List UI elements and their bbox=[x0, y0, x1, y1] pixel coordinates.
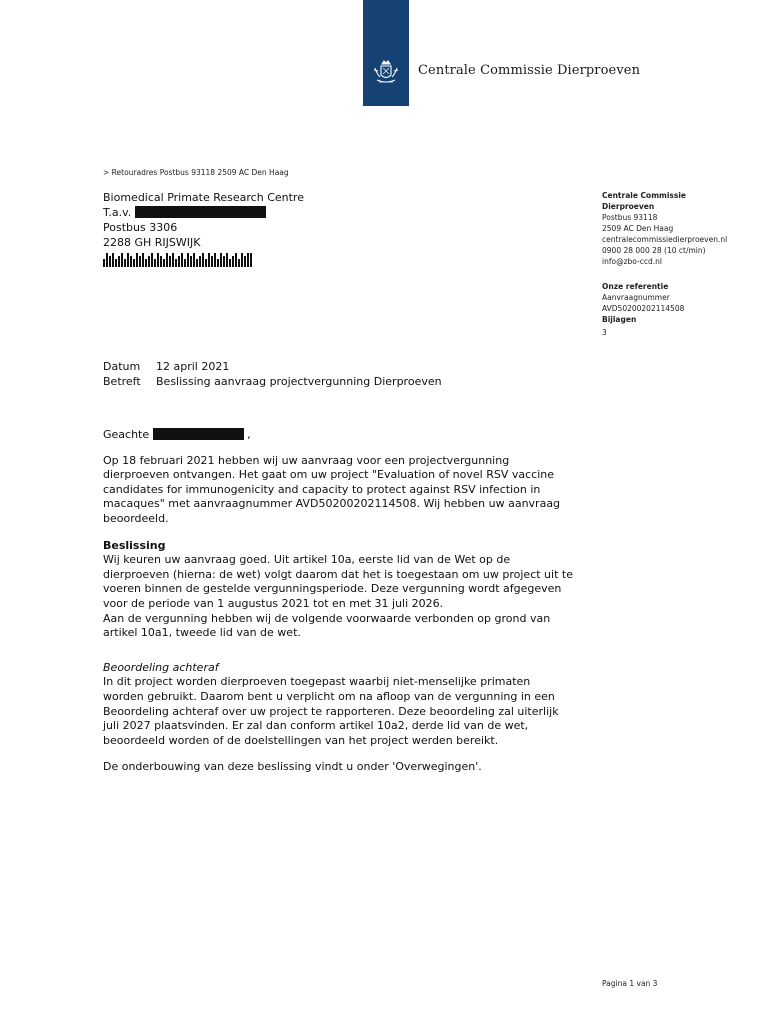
date-value: 12 april 2021 bbox=[156, 360, 230, 373]
return-address: > Retouradres Postbus 93118 2509 AC Den Haag bbox=[103, 168, 289, 177]
sidebar-phone: 0900 28 000 28 (10 ct/min) bbox=[602, 246, 706, 255]
recipient-line-1: Biomedical Primate Research Centre bbox=[103, 191, 304, 204]
reference-value: AVD50200202114508 bbox=[602, 304, 685, 313]
reference-label: Aanvraagnummer bbox=[602, 293, 670, 302]
page-number: Pagina 1 van 3 bbox=[602, 979, 658, 988]
recipient-line-4: 2288 GH RIJSWIJK bbox=[103, 236, 201, 249]
salutation bbox=[103, 428, 573, 443]
recipient-line-3: Postbus 3306 bbox=[103, 221, 178, 234]
date-row bbox=[103, 359, 442, 374]
intro-paragraph: Op 18 februari 2021 hebben wij uw aanvraag voor een projectvergunning dierproeven ontvangen. Het gaat om uw project "Evaluation of novel RSV vaccine candidates for immunogenicity and capacity to protect against RSV infection in macaques" met aanvraagnummer AVD50200202114508. Wij hebben uw aanvraag beoordeeld. bbox=[103, 453, 561, 525]
subject-row bbox=[103, 374, 442, 389]
organization-name: Centrale Commissie Dierproeven bbox=[418, 63, 641, 78]
review-paragraph: In dit project worden dierproeven toegepast waarbij niet-menselijke primaten worden gebruikt. Daarom bent u verplicht om na afloop van de vergunning in een Beoordeling achteraf over uw project te rapporteren. Deze beoordeling zal uiterlijk juli 2027 plaatsvinden. Er zal dan conform artikel 10a2, derde lid van de wet, beoordeeld worden of de doelstellingen van het project werden bereikt. bbox=[103, 675, 559, 747]
sidebar-postcode: 2509 AC Den Haag bbox=[602, 224, 674, 233]
salutation-suffix: , bbox=[247, 428, 251, 441]
logo-bar bbox=[363, 0, 409, 106]
recipient-address bbox=[103, 190, 304, 267]
attachments-value: 3 bbox=[602, 328, 607, 337]
sidebar-postbus: Postbus 93118 bbox=[602, 213, 658, 222]
royal-crest-icon bbox=[371, 58, 401, 88]
reference-title: Onze referentie bbox=[602, 282, 669, 291]
redacted-name bbox=[135, 206, 266, 218]
subject-label: Betreft bbox=[103, 375, 141, 388]
decision-paragraph-2: Aan de vergunning hebben wij de volgende voorwaarde verbonden op grond van artikel 10a1, tweede lid van de wet. bbox=[103, 611, 551, 640]
subject-value: Beslissing aanvraag projectvergunning Dierproeven bbox=[156, 375, 442, 388]
review-heading: Beoordeling achteraf bbox=[103, 660, 219, 674]
sidebar-org-line-2: Dierproeven bbox=[602, 202, 655, 211]
letter-body bbox=[103, 428, 573, 775]
attn-prefix: T.a.v. bbox=[103, 206, 132, 219]
decision-heading: Beslissing bbox=[103, 538, 166, 552]
attachments-title: Bijlagen bbox=[602, 315, 637, 324]
sidebar-website: centralecommissiedierproeven.nl bbox=[602, 235, 728, 244]
postal-barcode bbox=[103, 253, 304, 267]
recipient-attn bbox=[103, 205, 304, 220]
closing-paragraph: De onderbouwing van deze beslissing vindt u onder 'Overwegingen'. bbox=[103, 760, 482, 774]
salutation-word: Geachte bbox=[103, 428, 150, 441]
date-label: Datum bbox=[103, 360, 141, 373]
redacted-addressee bbox=[153, 428, 244, 440]
sidebar-email: info@zbo-ccd.nl bbox=[602, 257, 662, 266]
sender-sidebar bbox=[602, 190, 762, 338]
sidebar-org-line-1: Centrale Commissie bbox=[602, 191, 686, 200]
letter-meta bbox=[103, 359, 442, 389]
decision-paragraph-1: Wij keuren uw aanvraag goed. Uit artikel 10a, eerste lid van de Wet op de dierproeven (hierna: de wet) volgt daarom dat het is toegestaan om uw project uit te voeren binnen de gestelde vergunningsperiode. Deze vergunning wordt afgegeven voor de periode van 1 augustus 2021 tot en met 31 juli 2026. bbox=[103, 553, 573, 610]
